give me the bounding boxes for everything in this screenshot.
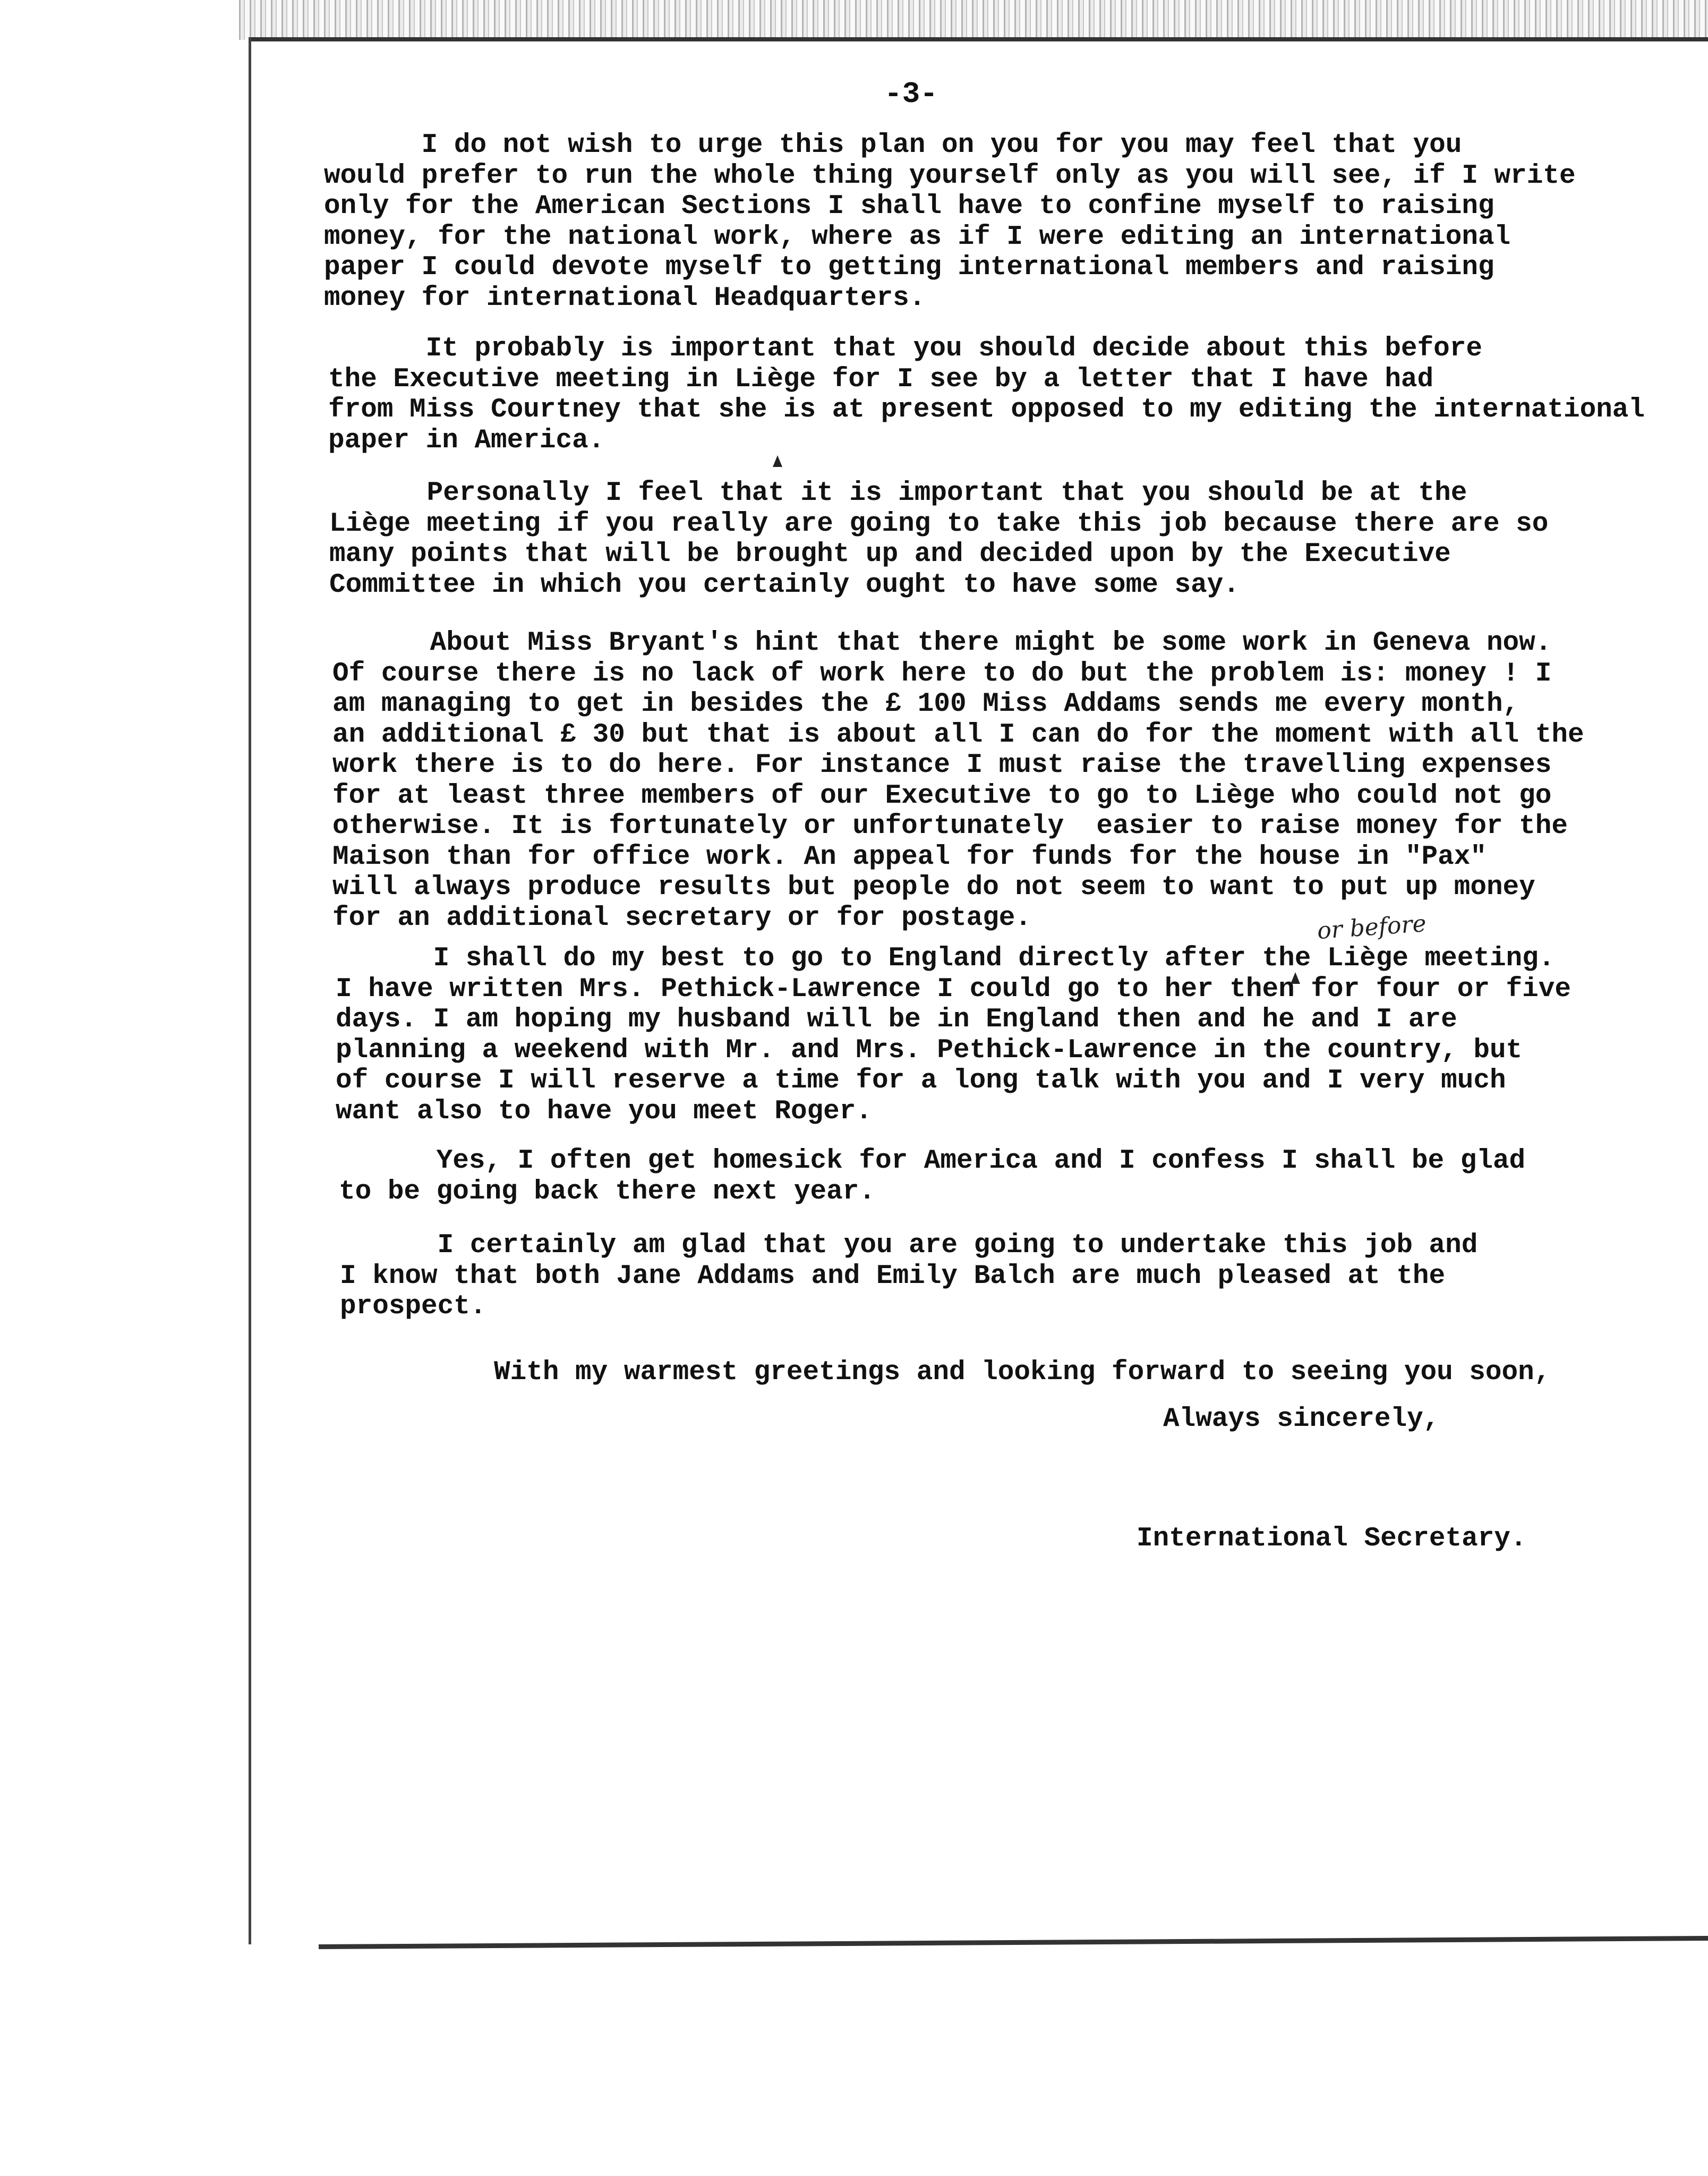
page-top-border xyxy=(250,37,1708,41)
text-line: would prefer to run the whole thing yourself only as you will see, if I write xyxy=(324,160,1576,191)
text-line: money for international Headquarters. xyxy=(324,283,926,313)
insertion-caret-icon xyxy=(773,455,782,467)
paragraph-2 xyxy=(328,334,1645,456)
paragraph-5 xyxy=(336,944,1571,1127)
text-line: work there is to do here. For instance I must raise the travelling expenses xyxy=(332,750,1552,780)
text-line: an additional £ 30 but that is about all I can do for the moment with all the xyxy=(332,719,1584,750)
text-line: Committee in which you certainly ought to have some say. xyxy=(329,570,1240,600)
paragraph-6 xyxy=(339,1146,1525,1207)
scan-top-edge xyxy=(239,0,1708,40)
text-line: only for the American Sections I shall have to confine myself to raising xyxy=(324,191,1494,222)
text-line: Yes, I often get homesick for America and I confess I shall be glad xyxy=(339,1146,1526,1176)
text-line: Of course there is no lack of work here to do but the problem is: money ! I xyxy=(332,658,1552,689)
text-line: prospect. xyxy=(340,1291,486,1322)
text-line: for at least three members of our Executive to go to Liège who could not go xyxy=(332,780,1552,811)
closing-line: With my warmest greetings and looking forward to seeing you soon, xyxy=(494,1357,1551,1388)
handwritten-insert: or before xyxy=(1316,910,1428,945)
text-line: I shall do my best to go to England directly after the Liège meeting. xyxy=(336,944,1555,974)
paragraph-1 xyxy=(324,130,1576,313)
text-line: days. I am hoping my husband will be in England then and he and I are xyxy=(336,1005,1457,1035)
text-line: want also to have you meet Roger. xyxy=(336,1096,872,1127)
paragraph-7 xyxy=(340,1230,1478,1322)
text-line: of course I will reserve a time for a long talk with you and I very much xyxy=(336,1066,1506,1096)
text-line: paper in America. xyxy=(328,425,605,456)
text-line: I have written Mrs. Pethick-Lawrence I could go to her then for four or five xyxy=(336,974,1571,1005)
text-line: from Miss Courtney that she is at present opposed to my editing the international xyxy=(328,395,1645,425)
text-line: Maison than for office work. An appeal for funds for the house in "Pax" xyxy=(332,842,1487,872)
text-line: will always produce results but people do not seem to want to put up money xyxy=(332,872,1535,903)
text-line: many points that will be brought up and decided upon by the Executive xyxy=(329,539,1451,570)
text-line: otherwise. It is fortunately or unfortunately easier to raise money for the xyxy=(332,811,1568,842)
signoff: Always sincerely, xyxy=(1163,1404,1440,1434)
text-line: money, for the national work, where as if I were editing an international xyxy=(324,222,1511,252)
text-line: paper I could devote myself to getting international members and raising xyxy=(324,252,1494,283)
signature-title: International Secretary. xyxy=(1137,1524,1527,1554)
text-line: for an additional secretary or for postage. xyxy=(332,903,1032,933)
text-line: It probably is important that you should decide about this before xyxy=(328,334,1482,364)
text-line: Personally I feel that it is important that you should be at the xyxy=(329,478,1467,508)
text-line: planning a weekend with Mr. and Mrs. Pethick-Lawrence in the country, but xyxy=(336,1035,1523,1066)
text-line: am managing to get in besides the £ 100 Miss Addams sends me every month, xyxy=(332,689,1519,719)
page-bottom-border xyxy=(319,1936,1708,1949)
paragraph-4 xyxy=(332,628,1584,933)
page-number: -3- xyxy=(884,77,938,111)
paragraph-3 xyxy=(329,478,1548,600)
text-line: the Executive meeting in Liège for I see by a letter that I have had xyxy=(328,364,1434,395)
text-line: Liège meeting if you really are going to take this job because there are so xyxy=(329,508,1549,539)
text-line: to be going back there next year. xyxy=(339,1176,875,1207)
text-line: I certainly am glad that you are going to undertake this job and xyxy=(340,1230,1478,1261)
text-line: I do not wish to urge this plan on you for you may feel that you xyxy=(324,130,1462,160)
text-line: I know that both Jane Addams and Emily Balch are much pleased at the xyxy=(340,1261,1446,1291)
text-line: About Miss Bryant's hint that there might be some work in Geneva now. xyxy=(332,628,1552,658)
insertion-caret-icon xyxy=(1291,972,1300,984)
page-left-border xyxy=(249,37,251,1944)
